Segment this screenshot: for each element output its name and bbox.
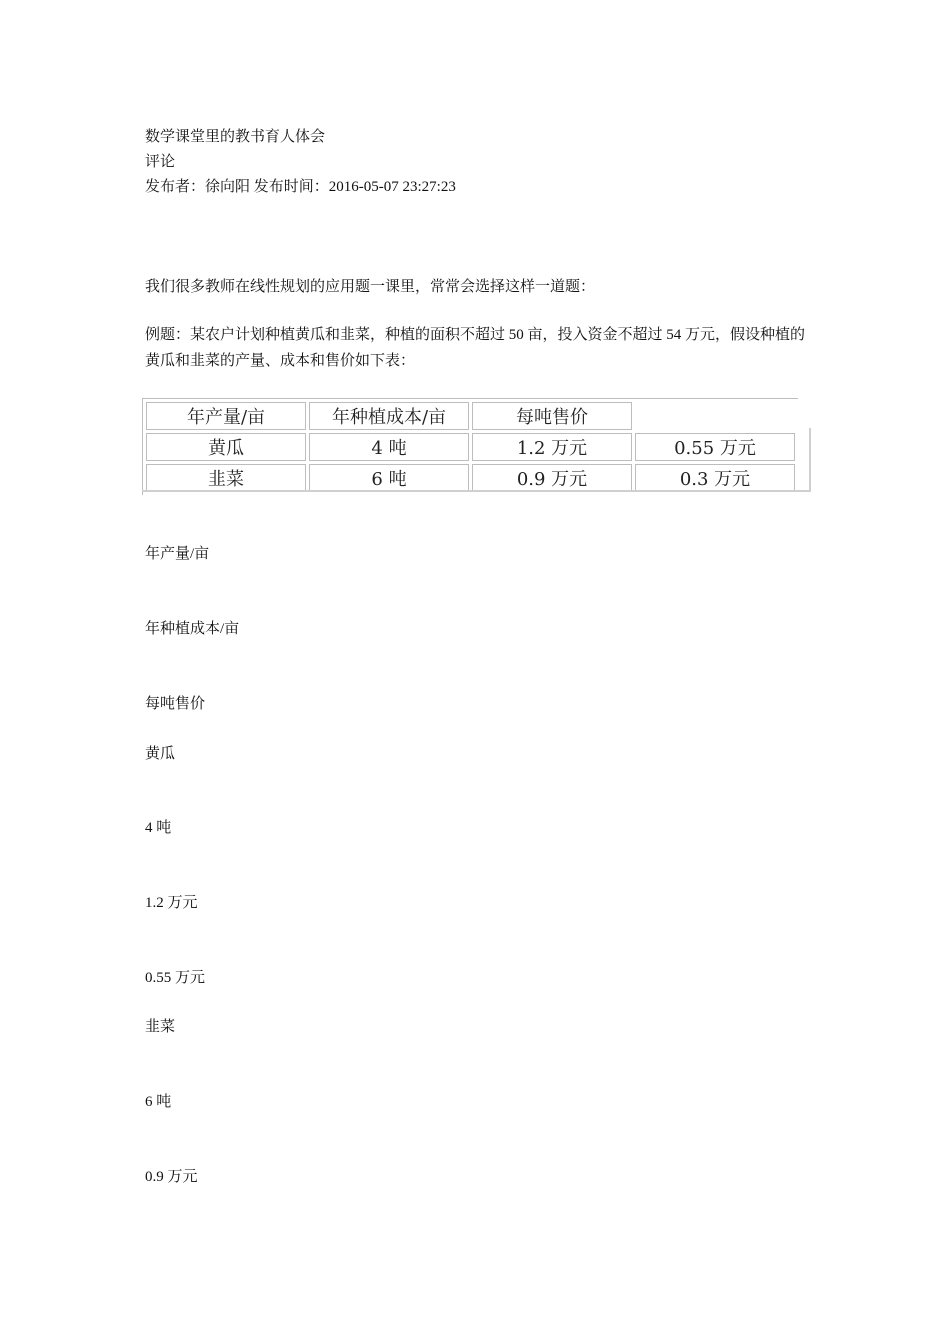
example-paragraph: 例题：某农户计划种植黄瓜和韭菜，种植的面积不超过 50 亩，投入资金不超过 54 万元，假设种植的黄瓜和韭菜的产量、成本和售价如下表： — [145, 327, 806, 369]
table-cell: 每吨售价 — [472, 402, 632, 430]
table-cell: 1.2 万元 — [472, 433, 632, 461]
repeated-line: 黄瓜 — [145, 746, 176, 762]
repeated-line: 年种植成本/亩 — [145, 621, 240, 637]
table-cell: 黄瓜 — [146, 433, 306, 461]
table-row — [146, 464, 795, 492]
table-cell: 0.55 万元 — [635, 433, 795, 461]
repeated-line: 年产量/亩 — [145, 546, 210, 562]
repeated-line: 4 吨 — [145, 820, 172, 836]
table-empty-cell — [635, 402, 795, 430]
article-meta: 发布者：徐向阳 发布时间：2016-05-07 23:27:23 — [145, 179, 456, 195]
repeated-line: 6 吨 — [145, 1094, 172, 1110]
table-cell: 韭菜 — [146, 464, 306, 492]
price-table — [142, 398, 798, 495]
table-cell: 年种植成本/亩 — [309, 402, 469, 430]
table-cell: 0.3 万元 — [635, 464, 795, 492]
table-header-row — [146, 402, 795, 430]
article-title: 数学课堂里的教书育人体会 — [145, 129, 326, 145]
repeated-line: 每吨售价 — [145, 696, 206, 712]
intro-paragraph: 我们很多教师在线性规划的应用题一课里，常常会选择这样一道题： — [145, 279, 596, 295]
repeated-line: 0.55 万元 — [145, 970, 206, 986]
repeated-line: 1.2 万元 — [145, 895, 198, 911]
table-cell: 4 吨 — [309, 433, 469, 461]
repeated-line: 0.9 万元 — [145, 1169, 198, 1185]
table-cell: 6 吨 — [309, 464, 469, 492]
table-cell: 0.9 万元 — [472, 464, 632, 492]
comment-link[interactable]: 评论 — [145, 154, 176, 170]
repeated-line: 韭菜 — [145, 1019, 176, 1035]
table-row — [146, 433, 795, 461]
table-cell: 年产量/亩 — [146, 402, 306, 430]
